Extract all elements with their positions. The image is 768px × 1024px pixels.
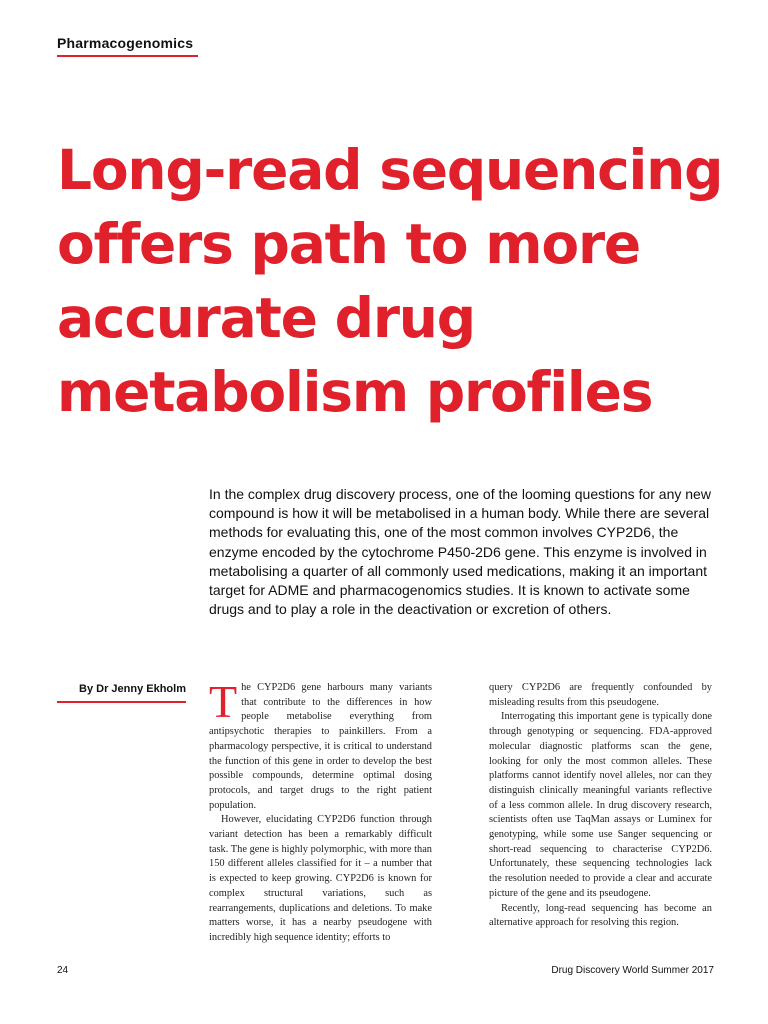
headline-line-2: offers path to more <box>57 212 640 276</box>
body-paragraph: query CYP2D6 are frequently confounded by misleading results from this pseudogene. <box>489 682 712 708</box>
headline-line-1: Long-read sequencing <box>57 138 723 202</box>
body-paragraph: Interrogating this important gene is typically done through genotyping or sequencing. FDA-approved molecular diagnostic platforms scan the gene, looking for only the most common alleles. These platforms cannot identify novel alleles, nor can they distinguish clinically meaningful variants reflective of a less common allele. In drug discovery research, scientists often use TaqMan assays or Luminex for genotyping, while some use Sanger sequencing or short-read sequencing to characterise CYP2D6. Unfortunately, these sequencing technologies lack the resolution needed to provide a clear and accurate picture of the gene and its pseudogene. <box>489 711 712 899</box>
standfirst: In the complex drug discovery process, one of the looming questions for any new compound is how it will be metabolised in a human body. While there are several methods for evaluating this, one of the most common involves CYP2D6, the enzyme encoded by the cytochrome P450-2D6 gene. This enzyme is involved in metabolising a quarter of all commonly used medications, making it an important target for ADME and pharmacogenomics studies. It is known to activate some drugs and to play a role in the deactivation or excretion of others. <box>209 486 711 618</box>
section-label: Pharmacogenomics <box>57 35 194 51</box>
byline: By Dr Jenny Ekholm <box>79 683 186 695</box>
drop-cap: T <box>209 676 238 727</box>
body-paragraph: Recently, long-read sequencing has become an alternative approach for resolving this region. <box>489 902 712 929</box>
body-column-2 <box>489 681 712 931</box>
section-rule <box>57 55 198 57</box>
page-number: 24 <box>57 965 69 976</box>
body-paragraph <box>209 676 432 813</box>
paragraph-text: he CYP2D6 gene harbours many variants that contribute to the differences in how people metabolise everything from antipsychotic therapies to painkillers. From a pharmacology perspective, it is critical to understand the function of this gene in order to develop the best possible compounds, determine optimal dosing protocols, and target drugs to the right patient population. <box>209 682 432 811</box>
headline <box>57 133 747 429</box>
publication-footer: Drug Discovery World Summer 2017 <box>551 965 714 976</box>
headline-line-3: accurate drug <box>57 286 475 350</box>
byline-rule <box>57 701 186 703</box>
headline-line-4: metabolism profiles <box>57 360 653 424</box>
body-paragraph: However, elucidating CYP2D6 function through variant detection has been a remarkably difficult task. The gene is highly polymorphic, with more than 150 different alleles classified for it – a number that is expected to keep growing. CYP2D6 is known for complex structural variations, such as rearrangements, duplications and deletions. To make matters worse, it has a nearby pseudogene with incredibly high sequence identity; efforts to <box>209 814 432 943</box>
body-column-1 <box>209 676 432 946</box>
